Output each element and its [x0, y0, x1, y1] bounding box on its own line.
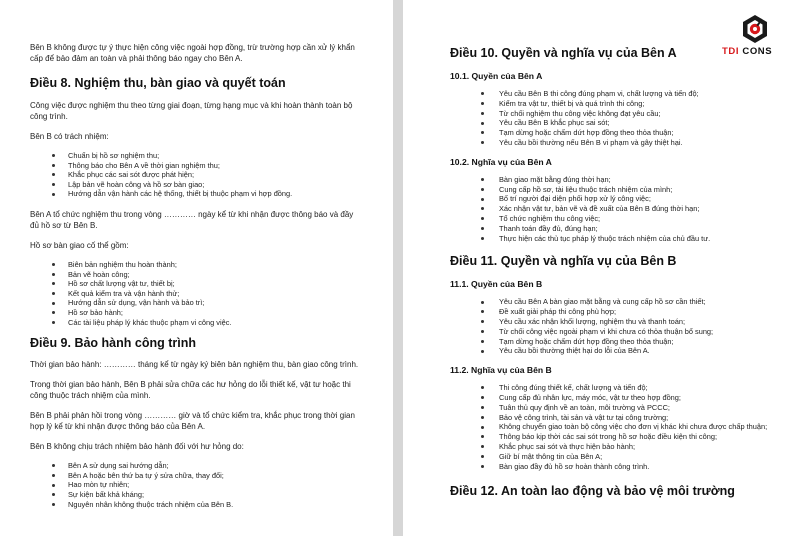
list-item: Khắc phục sai sót và thực hiện bảo hành; [499, 442, 770, 452]
article-8-paragraph-4: Hồ sơ bàn giao cố thể gồm: [30, 240, 129, 250]
list-item: Khắc phục các sai sót được phát hiện; [68, 170, 363, 180]
list-item: Hồ sơ bảo hành; [68, 308, 363, 318]
section-11-1-heading: 11.1. Quyền của Bên B [450, 279, 543, 290]
section-10-2-heading: 10.2. Nghĩa vụ của Bên A [450, 156, 552, 167]
list-item: Nguyên nhân không thuộc trách nhiệm của Bên B. [68, 500, 363, 510]
section-11-2-heading: 11.2. Nghĩa vụ của Bên B [450, 365, 552, 376]
list-item: Thông báo cho Bên A về thời gian nghiệm thu; [68, 161, 363, 171]
list-item: Yêu cầu Bên A bàn giao mặt bằng và cung cấp hồ sơ cần thiết; [499, 297, 770, 307]
list-item: Tuân thủ quy định về an toàn, môi trường và PCCC; [499, 403, 770, 413]
article-9-paragraph-4: Bên B không chịu trách nhiệm bảo hành đối với hư hỏng do: [30, 442, 244, 452]
article-8-list-1 [30, 151, 363, 199]
list-item: Yêu cầu bồi thường thiệt hại do lỗi của Bên A. [499, 346, 770, 356]
article-8-paragraph-2: Bên B có trách nhiệm: [30, 132, 109, 141]
list-item: Bản vẽ hoàn công; [68, 270, 363, 280]
list-item: Kiểm tra vật tư, thiết bị và quá trình thi công; [499, 99, 770, 109]
list-item: Cung cấp hồ sơ, tài liệu thuộc trách nhiệm của mình; [499, 185, 770, 195]
list-item: Yêu cầu Bên B khắc phục sai sót; [499, 118, 770, 128]
article-11-heading: Điều 11. Quyền và nghĩa vụ của Bên B [450, 254, 677, 269]
article-12-heading: Điều 12. An toàn lao động và bảo vệ môi trường [450, 484, 735, 499]
list-item: Không chuyển giao toàn bộ công việc cho đơn vị khác khi chưa được chấp thuận; [499, 422, 770, 432]
list-item: Bảo vệ công trình, tài sản và vật tư tại công trường; [499, 413, 770, 423]
company-logo [722, 14, 788, 64]
list-item: Hao mòn tự nhiên; [68, 480, 363, 490]
list-item: Bàn giao đầy đủ hồ sơ hoàn thành công trình. [499, 462, 770, 472]
list-item: Đề xuất giải pháp thi công phù hợp; [499, 307, 770, 317]
list-item: Bàn giao mặt bằng đúng thời hạn; [499, 175, 770, 185]
intro-paragraph: Bên B không được tự ý thực hiện công việc ngoài hợp đồng, trừ trường hợp cần xử lý khẩn cấp để bảo đảm an toàn và phải thông báo ngay cho Bên A. [30, 43, 355, 63]
article-10-heading: Điều 10. Quyền và nghĩa vụ của Bên A [450, 46, 677, 60]
list-item: Thi công đúng thiết kế, chất lượng và tiến độ; [499, 383, 770, 393]
list-item: Hướng dẫn vận hành các hệ thống, thiết bị thuộc phạm vi hợp đồng. [68, 189, 363, 199]
list-item: Bố trí người đại diện phối hợp xử lý công việc; [499, 194, 770, 204]
list-item: Giữ bí mật thông tin của Bên A; [499, 452, 770, 462]
section-11-2-list [450, 383, 770, 471]
section-10-2-list [450, 175, 770, 244]
article-9-heading: Điều 9. Bảo hành công trình [30, 336, 196, 351]
list-item: Bên A sử dụng sai hướng dẫn; [68, 461, 363, 471]
list-item: Từ chối công việc ngoài phạm vi khi chưa có thỏa thuận bổ sung; [499, 327, 770, 337]
list-item: Hồ sơ chất lượng vật tư, thiết bị; [68, 279, 363, 289]
list-item: Kết quả kiểm tra và vận hành thử; [68, 289, 363, 299]
article-9-paragraph-3: Bên B phải phản hồi trong vòng ………… giờ và tổ chức kiểm tra, khắc phục trong thời gian hợp lý kể từ khi nhận được thông báo của Bên A. [30, 411, 355, 432]
list-item: Thông báo kịp thời các sai sót trong hồ sơ hoặc điều kiện thi công; [499, 432, 770, 442]
article-9-paragraph-1: Thời gian bảo hành: ………… tháng kể từ ngày ký biên bản nghiệm thu, bàn giao công trình. [30, 360, 359, 370]
list-item: Cung cấp đủ nhân lực, máy móc, vật tư theo hợp đồng; [499, 393, 770, 403]
article-9-paragraph-2: Trong thời gian bảo hành, Bên B phải sửa chữa các hư hỏng do lỗi thiết kế, vật tư hoặc thi công thuộc trách nhiệm của mình. [30, 380, 351, 401]
list-item: Thanh toán đầy đủ, đúng hạn; [499, 224, 770, 234]
list-item: Yêu cầu bồi thường nếu Bên B vi phạm và gây thiệt hại. [499, 138, 770, 148]
list-item: Hướng dẫn sử dụng, vận hành và bảo trì; [68, 298, 363, 308]
list-item: Bên A hoặc bên thứ ba tự ý sửa chữa, thay đổi; [68, 471, 363, 481]
article-8-paragraph-3: Bên A tổ chức nghiệm thu trong vòng ………… ngày kể từ khi nhận được thông báo và đầy đủ hồ sơ từ Bên B. [30, 209, 354, 230]
section-10-1-heading: 10.1. Quyền của Bên A [450, 71, 543, 81]
list-item: Yêu cầu xác nhận khối lượng, nghiệm thu và thanh toán; [499, 317, 770, 327]
list-item: Tạm dừng hoặc chấm dứt hợp đồng theo thỏa thuận; [499, 128, 770, 138]
list-item: Từ chối nghiệm thu công việc không đạt yêu cầu; [499, 109, 770, 119]
logo-hexagon-icon [740, 14, 770, 44]
article-8-heading: Điều 8. Nghiệm thu, bàn giao và quyết toán [30, 76, 286, 90]
list-item: Sự kiện bất khả kháng; [68, 490, 363, 500]
list-item: Chuẩn bị hồ sơ nghiệm thu; [68, 151, 363, 161]
document-page-right [403, 0, 800, 536]
logo-wordmark: TDI CONS [722, 46, 773, 57]
article-9-list [30, 461, 363, 509]
list-item: Xác nhận vật tư, bản vẽ và đề xuất của Bên B đúng thời hạn; [499, 204, 770, 214]
list-item: Yêu cầu Bên B thi công đúng phạm vi, chất lượng và tiến độ; [499, 89, 770, 99]
list-item: Các tài liệu pháp lý khác thuộc phạm vi công việc. [68, 318, 363, 328]
list-item: Lập bản vẽ hoàn công và hồ sơ bàn giao; [68, 180, 363, 190]
article-8-list-2 [30, 260, 363, 327]
list-item: Biên bản nghiệm thu hoàn thành; [68, 260, 363, 270]
list-item: Tạm dừng hoặc chấm dứt hợp đồng theo thỏa thuận; [499, 337, 770, 347]
section-10-1-list [450, 89, 770, 148]
list-item: Tổ chức nghiệm thu công việc; [499, 214, 770, 224]
article-8-paragraph-1: Công việc được nghiệm thu theo từng giai đoạn, từng hạng mục và khi hoàn thành toàn bộ công trình. [30, 101, 353, 121]
section-11-1-list [450, 297, 770, 356]
list-item: Thực hiện các thủ tục pháp lý thuộc trách nhiệm của chủ đầu tư. [499, 234, 770, 244]
document-page-left [0, 0, 393, 536]
